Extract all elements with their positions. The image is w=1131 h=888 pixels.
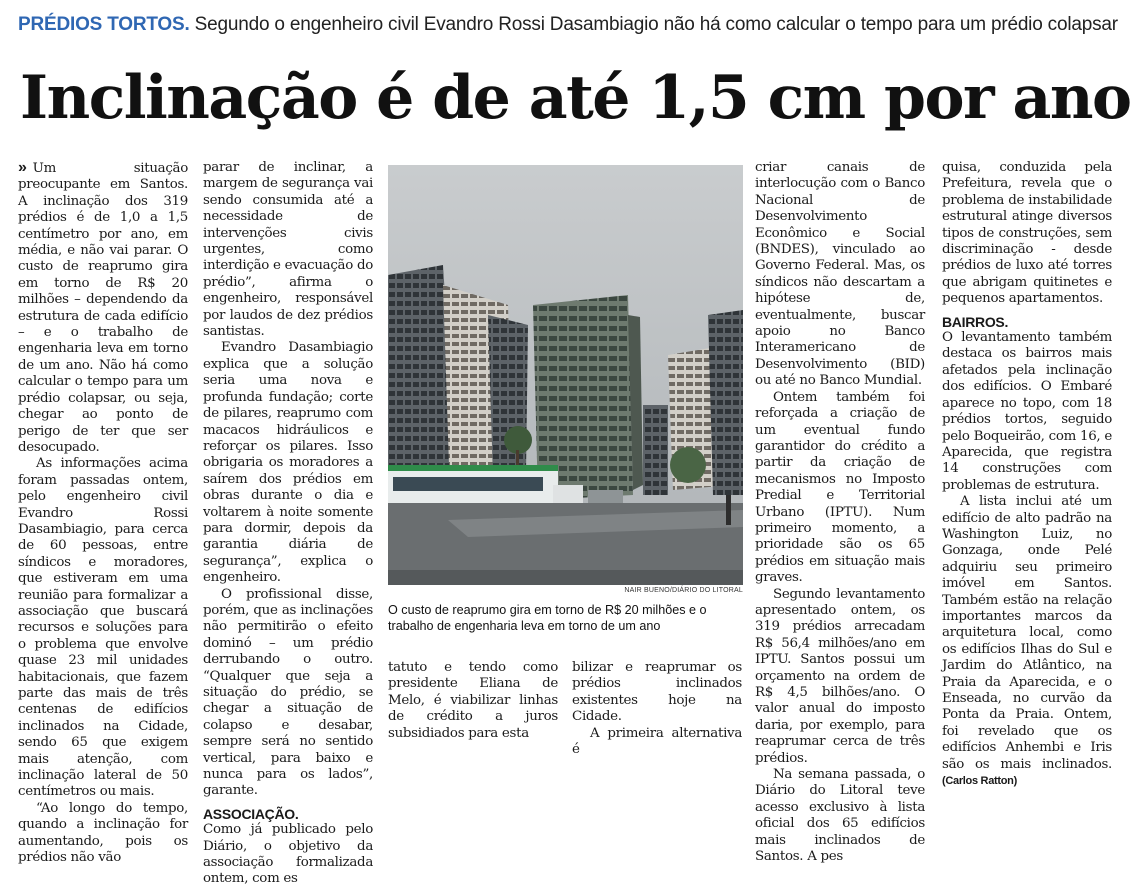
section-heading-associacao: ASSOCIAÇÃO. [203, 805, 299, 822]
paragraph: bilizar e reaprumar os prédios inclinados existentes hoje na Cidade. [572, 660, 742, 725]
article-column-bottom-a [388, 660, 558, 740]
photo-caption: O custo de reaprumo gira em torno de R$ 20 milhões e o trabalho de engenharia leva em torno de um ano [388, 603, 707, 633]
paragraph: quisa, conduzida pela Prefeitura, revela que o problema de instabilidade estrutural atinge diversos tipos de construções, sem discriminação - desde prédios de luxo até torres que abrigam quitinetes e pequenos apartamentos. [942, 160, 1112, 307]
paragraph: A primeira alternativa é [572, 725, 742, 758]
paragraph: Como já publicado pelo Diário, o objetivo da associação formalizada ontem, com es [203, 822, 373, 887]
section-heading-bairros: BAIRROS. [942, 313, 1009, 330]
article-column-1 [18, 159, 188, 866]
photo-credit: NAIR BUENO/DIÁRIO DO LITORAL [624, 587, 743, 594]
article-column-bottom-b [572, 660, 742, 758]
chevron-right-icon: » [18, 159, 27, 176]
author-signature: (Carlos Ratton) [942, 775, 1017, 788]
kicker-subtitle: Segundo o engenheiro civil Evandro Rossi Dasambiagio não há como calcular o tempo para um prédio colapsar [194, 14, 1118, 35]
paragraph: A lista inclui até um edifício de alto padrão na Washington Luiz, no Gonzaga, onde Pelé adquiriu seu primeiro imóvel em Santos. Também estão na relação importantes marcos da arquitetura local, como os edifícios Ilhas do Sul e Jardim do Atlântico, na Praia da Aparecida, e o Enseada, no curvão da Ponta da Praia. Ontem, foi revelado que os edifícios Anhembi e Iris são os mais inclinados. (Carlos Ratton) [942, 494, 1112, 788]
paragraph: “Ao longo do tempo, quando a inclinação for aumentando, pois os prédios não vão [18, 800, 188, 866]
article-column-2 [203, 160, 373, 887]
kicker [18, 14, 1118, 36]
paragraph: » Um situação preocupante em Santos. A inclinação dos 319 prédios é de 1,0 a 1,5 centímetro por ano, em média, e não vai parar. O custo de reaprumo gira em torno de R$ 20 milhões – dependendo da estrutura de cada edifício – e o trabalho de engenharia leva em torno de um ano. Não há como calcular o tempo para um prédio colapsar, ou seja, chegar ao ponto de perigo de ter que ser desocupado. [18, 159, 188, 455]
headline: Inclinação é de até 1,5 cm por ano [20, 63, 1131, 133]
paragraph: O levantamento também destaca os bairros mais afetados pela inclinação dos edifícios. O Embaré aparece no topo, com 18 prédios tortos, seguido pelo Boqueirão, com 16, e Aparecida, que registra 14 construções com problemas de estrutura. [942, 330, 1112, 493]
paragraph: Na semana passada, o Diário do Litoral teve acesso exclusivo à lista oficial dos 65 edifícios mais inclinados de Santos. A pes [755, 767, 925, 865]
paragraph: parar de inclinar, a margem de segurança vai sendo consumida até a necessidade de intervenções civis urgentes, como interdição e evacuação do prédio”, afirma o engenheiro, responsável por laudos de dez prédios santistas. [203, 160, 373, 340]
article-column-3 [755, 160, 925, 865]
article-column-4 [942, 160, 1112, 788]
paragraph: tatuto e tendo como presidente Eliana de Melo, é viabilizar linhas de crédito a juros subsidiados para esta [388, 660, 558, 741]
kicker-tag: PRÉDIOS TORTOS. [18, 14, 190, 35]
paragraph: O profissional disse, porém, que as inclinações não permitirão o efeito dominó – um prédio derrubando o outro. “Qualquer que seja a situação do prédio, se chegar a situação de colapso e desabar, sempre será no sentido vertical, para baixo e nunca para os lados”, garante. [203, 586, 373, 799]
paragraph: criar canais de interlocução com o Banco Nacional de Desenvolvimento Econômico e Social (BNDES), vinculado ao Governo Federal. Mas, os síndicos não descartam a hipótese de, eventualmente, buscar apoio no Banco Interamericano de Desenvolvimento (BID) ou até no Banco Mundial. [755, 160, 925, 389]
paragraph: Ontem também foi reforçada a criação de um eventual fundo garantidor do crédito a partir da criação de mecanismos no Imposto Predial e Territorial Urbano (IPTU). Num primeiro momento, a prioridade são os 65 prédios em situação mais graves. [755, 389, 925, 586]
paragraph: Evandro Dasambiagio explica que a solução seria uma nova e profunda fundação; corte de pilares, reaprumo com macacos hidráulicos e reforçar os pilares. Isso obrigaria os moradores a saírem dos prédios em obras durante o dia e voltarem à noite somente para dormir, depois da garantia diária de segurança”, explica o engenheiro. [203, 340, 373, 586]
paragraph: As informações acima foram passadas ontem, pelo engenheiro civil Evandro Rossi Dasambiagio, para cerca de 60 pessoas, entre síndicos e moradores, que estiveram em uma reunião para formalizar a associação que buscará recursos e soluções para o problema que envolve quase 23 mil unidades habitacionais, que fazem parte das mais de três centenas de edifícios inclinados na Cidade, sendo 65 que exigem mais atenção, com inclinação lateral de 50 centímetros ou mais. [18, 456, 188, 800]
paragraph: Segundo levantamento apresentado ontem, os 319 prédios arrecadam R$ 56,4 milhões/ano em IPTU. Santos possui um orçamento na ordem de R$ 4,5 bilhões/ano. O valor anual do imposto daria, por exemplo, para reaprumar cerca de três prédios. [755, 586, 925, 766]
article-photo [388, 165, 743, 585]
buildings-photo-illustration [388, 165, 743, 585]
